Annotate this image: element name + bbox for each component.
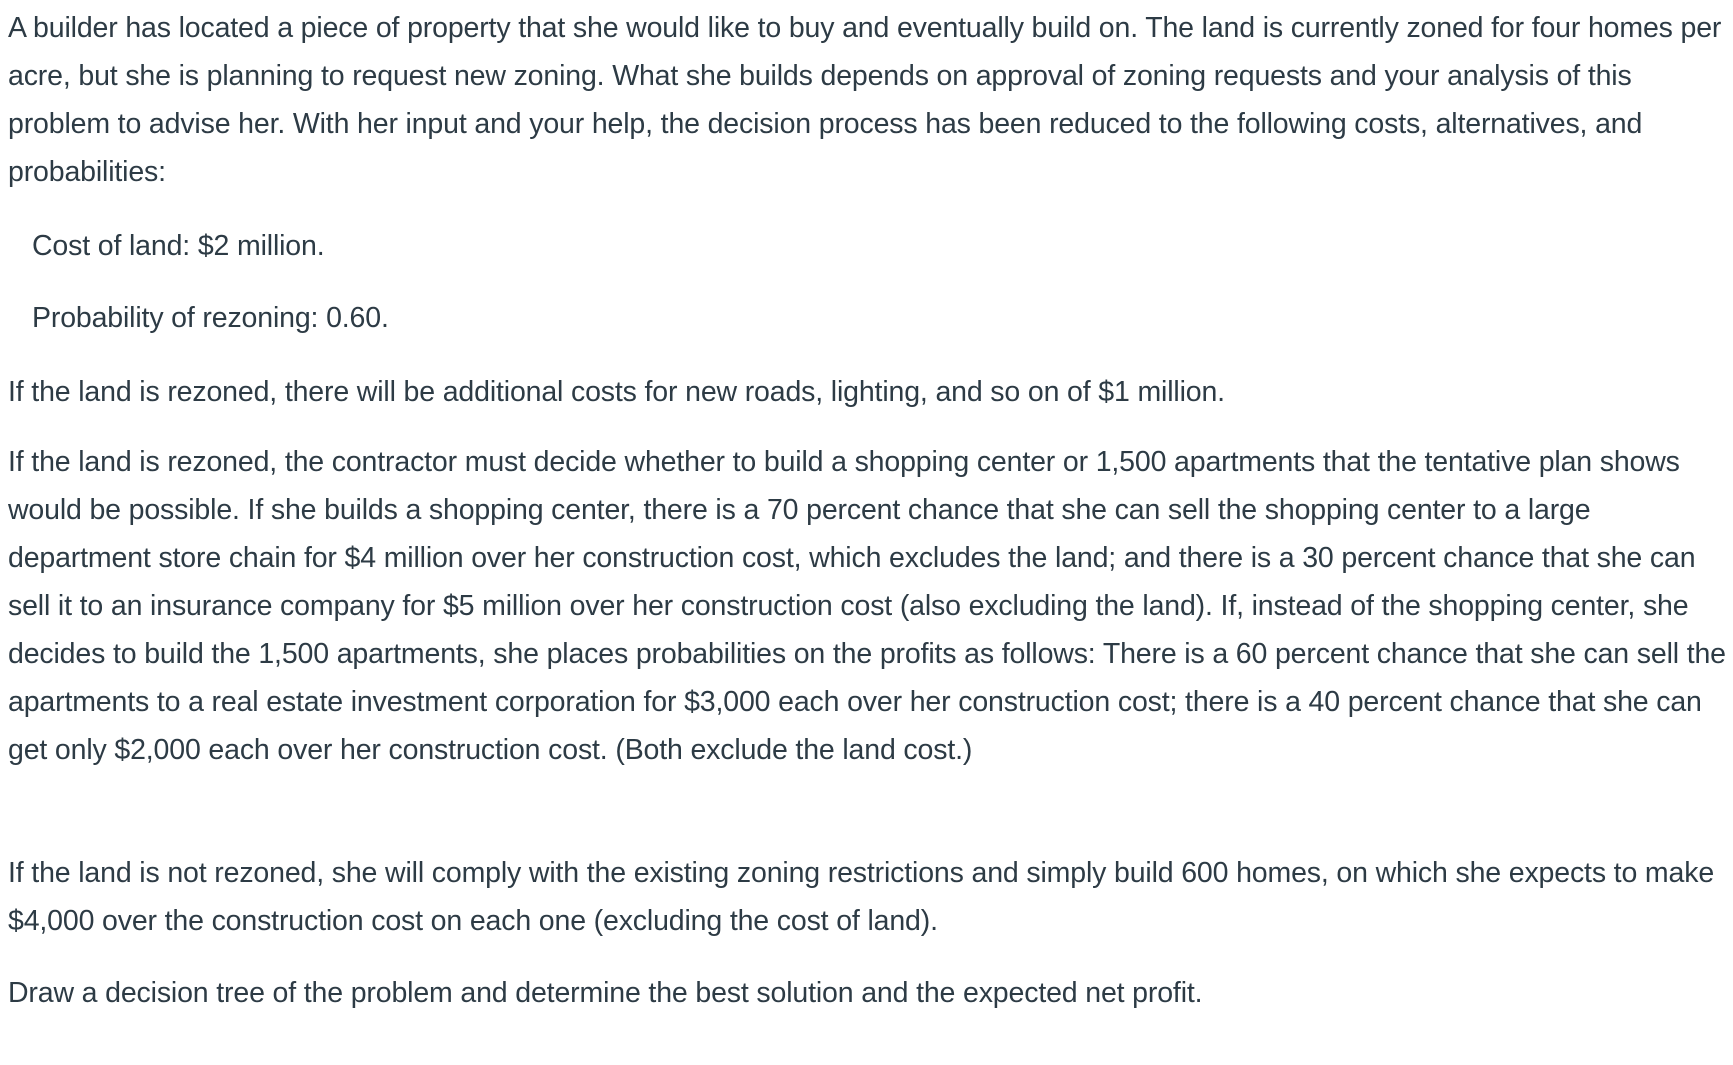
task-paragraph: Draw a decision tree of the problem and determine the best solution and the expected net profit. xyxy=(8,977,1203,1009)
rezoned-costs-paragraph: If the land is rezoned, there will be additional costs for new roads, lighting, and so on of $1 million. xyxy=(8,376,1225,408)
not-rezoned-paragraph: If the land is not rezoned, she will comply with the existing zoning restrictions and simply build 600 homes, on which she expects to make $4,000 over the construction cost on each one (excluding the cost of land). xyxy=(8,857,1715,937)
probability-rezoning-line: Probability of rezoning: 0.60. xyxy=(32,302,389,334)
cost-of-land-line: Cost of land: $2 million. xyxy=(32,230,325,262)
rezoned-options-paragraph: If the land is rezoned, the contractor must decide whether to build a shopping center or 1,500 apartments that the tentative plan shows would be possible. If she builds a shopping center, there is a 70 percent chance that she can sell the shopping center to a large department store chain for $4 million over her construction cost, which excludes the land; and there is a 30 percent chance that she can sell it to an insurance company for $5 million over her construction cost (also excluding the land). If, instead of the shopping center, she decides to build the 1,500 apartments, she places probabilities on the profits as follows: There is a 60 percent chance that she can sell the apartments to a real estate investment corporation for $3,000 each over her construction cost; there is a 40 percent chance that she can get only $2,000 each over her construction cost. (Both exclude the land cost.) xyxy=(8,446,1726,766)
intro-paragraph: A builder has located a piece of property that she would like to buy and eventually build on. The land is currently zoned for four homes per acre, but she is planning to request new zoning. What she builds depends on approval of zoning requests and your analysis of this problem to advise her. With her input and your help, the decision process has been reduced to the following costs, alternatives, and probabilities: xyxy=(8,12,1722,188)
